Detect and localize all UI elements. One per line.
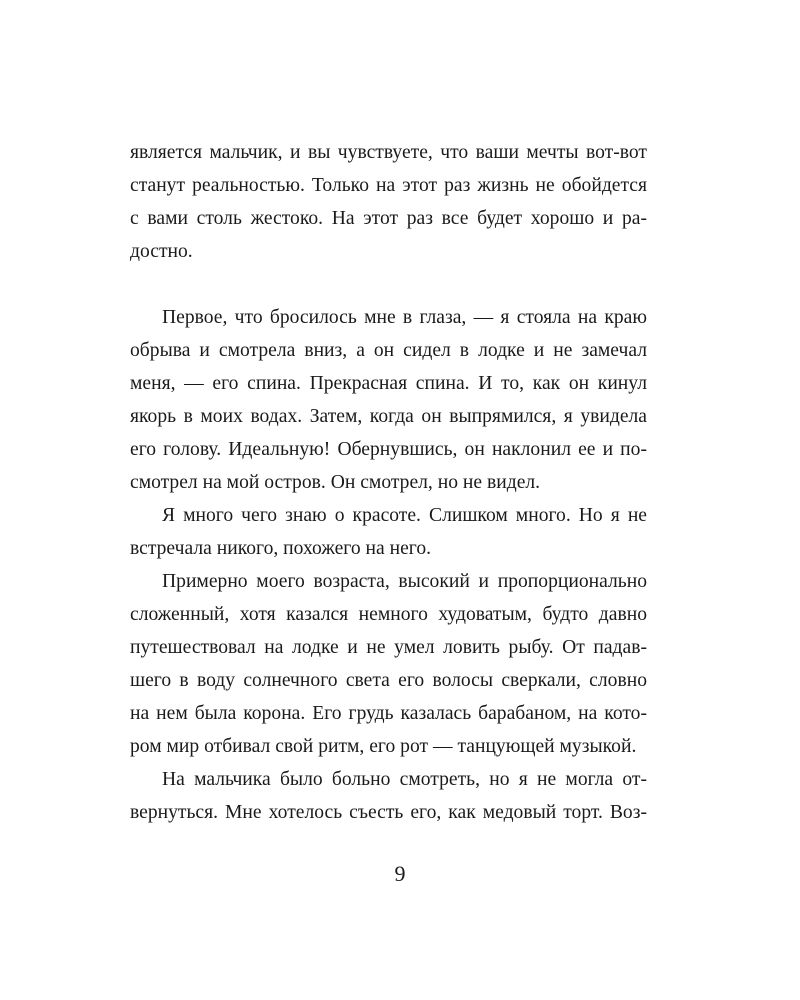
page-number: 9 (394, 861, 406, 886)
text-line: меня, — его спина. Прекрасная спина. И то, как он кинул (130, 373, 647, 394)
text-line: На мальчика было больно смотреть, но я не могла от- (162, 769, 647, 790)
text-line: вернуться. Мне хотелось съесть его, как медовый торт. Воз- (130, 802, 647, 823)
text-line: Примерно моего возраста, высокий и пропорционально (162, 571, 647, 592)
text-line: якорь в моих водах. Затем, когда он выпрямился, я увидела (130, 406, 647, 427)
text-line: с вами столь жестоко. На этот раз все будет хорошо и ра- (130, 208, 647, 229)
text-line: станут реальностью. Только на этот раз жизнь не обойдется (130, 175, 647, 196)
text-line: обрыва и смотрела вниз, а он сидел в лодке и не замечал (130, 340, 647, 361)
text-line: его голову. Идеальную! Обернувшись, он наклонил ее и по- (130, 439, 647, 460)
text-line: смотрел на мой остров. Он смотрел, но не видел. (130, 472, 541, 493)
text-line: сложенный, хотя казался немного худоватым, будто давно (130, 604, 647, 625)
text-line: путешествовал на лодке и не умел ловить рыбу. От падав- (130, 637, 647, 658)
text-line: достно. (130, 241, 193, 262)
text-line: встречала никого, похожего на него. (130, 538, 432, 559)
text-line: Первое, что бросилось мне в глаза, — я стояла на краю (162, 307, 647, 328)
text-line: на нем была корона. Его грудь казалась барабаном, на кото- (130, 703, 647, 724)
text-line: является мальчик, и вы чувствуете, что ваши мечты вот-вот (130, 142, 647, 163)
text-line: шего в воду солнечного света его волосы сверкали, словно (130, 670, 647, 691)
text-line: ром мир отбивал свой ритм, его рот — танцующей музыкой. (130, 736, 637, 757)
text-line: Я много чего знаю о красоте. Слишком много. Но я не (162, 505, 647, 526)
